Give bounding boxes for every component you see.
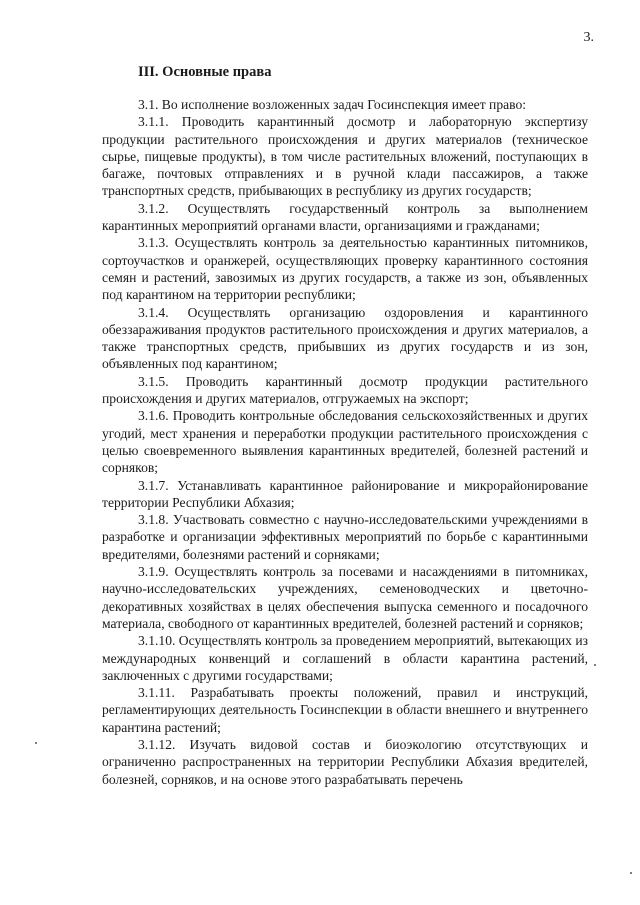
document-body (102, 96, 588, 788)
paragraph-3-1-7: 3.1.7. Устанавливать карантинное районирование и микрорайонирование территории Республики Абхазия; (102, 477, 588, 510)
paragraph-3-1-3: 3.1.3. Осуществлять контроль за деятельностью карантинных питомников, сортоучастков и оранжерей, осуществляющих проверку карантинного состояния семян и растений, завозимых из других государств, а также из зон, объявленных под карантином на территории республики; (102, 235, 588, 303)
paragraph-3-1-11: 3.1.11. Разрабатывать проекты положений, правил и инструкций, регламентирующих деятельность Госинспекции в области внешнего и внутреннего карантина растений; (102, 685, 588, 735)
paragraph-3-1-8: 3.1.8. Участвовать совместно с научно-исследовательскими учреждениями в разработке и организации эффективных мероприятий по борьбе с карантинными вредителями, болезнями растений и сорняками; (102, 512, 588, 562)
scan-speck (35, 742, 37, 744)
paragraph-3-1-4: 3.1.4. Осуществлять организацию оздоровления и карантинного обеззараживания продуктов растительного происхождения и других материалов, а также транспортных средств, прибывших из других государств и из зон, объявленных под карантином; (102, 304, 588, 372)
scan-speck (594, 664, 596, 666)
paragraph-3-1-5: 3.1.5. Проводить карантинный досмотр продукции растительного происхождения и других материалов, отгружаемых на экспорт; (102, 373, 588, 407)
paragraph-3-1-10: 3.1.10. Осуществлять контроль за проведением мероприятий, вытекающих из международных конвенций и соглашений в области карантина растений, заключенных с другими государствами; (102, 633, 588, 683)
paragraph-3-1-9: 3.1.9. Осуществлять контроль за посевами и насаждениями в питомниках, научно-исследовательских учреждениях, семеноводческих и цветочно-декоративных хозяйствах в целях обеспечения выпуска семенного и посадочного материала, свободного от карантинных вредителей, болезней растений и сорняков; (102, 564, 588, 631)
page-number: 3. (583, 30, 594, 45)
paragraph-3-1-2: 3.1.2. Осуществлять государственный контроль за выполнением карантинных мероприятий органами власти, организациями и гражданами; (102, 200, 588, 234)
paragraph-3-1: 3.1. Во исполнение возложенных задач Госинспекция имеет право: (138, 97, 527, 112)
paragraph-3-1-6: 3.1.6. Проводить контрольные обследования сельскохозяйственных и других угодий, мест хранения и переработки продукции растительного происхождения с целью своевременного выявления карантинных вредителей, болезней растений и сорняков; (102, 408, 588, 476)
paragraph-3-1-1: 3.1.1. Проводить карантинный досмотр и лабораторную экспертизу продукции растительного происхождения и других материалов (техническое сырье, пищевые продукты), в том числе растительных вложений, поступающих в багаже, почтовых отправлениях и в ручной клади пассажиров, а также транспортных средств, прибывающих в республику из других государств; (102, 114, 588, 199)
paragraph-3-1-12: 3.1.12. Изучать видовой состав и биоэкологию отсутствующих и ограниченно распространенных на территории Республики Абхазия вредителей, болезней, сорняков, и на основе этого разрабатывать перечень (102, 736, 588, 787)
section-heading: III. Основные права (138, 64, 272, 80)
scan-speck (630, 872, 632, 874)
